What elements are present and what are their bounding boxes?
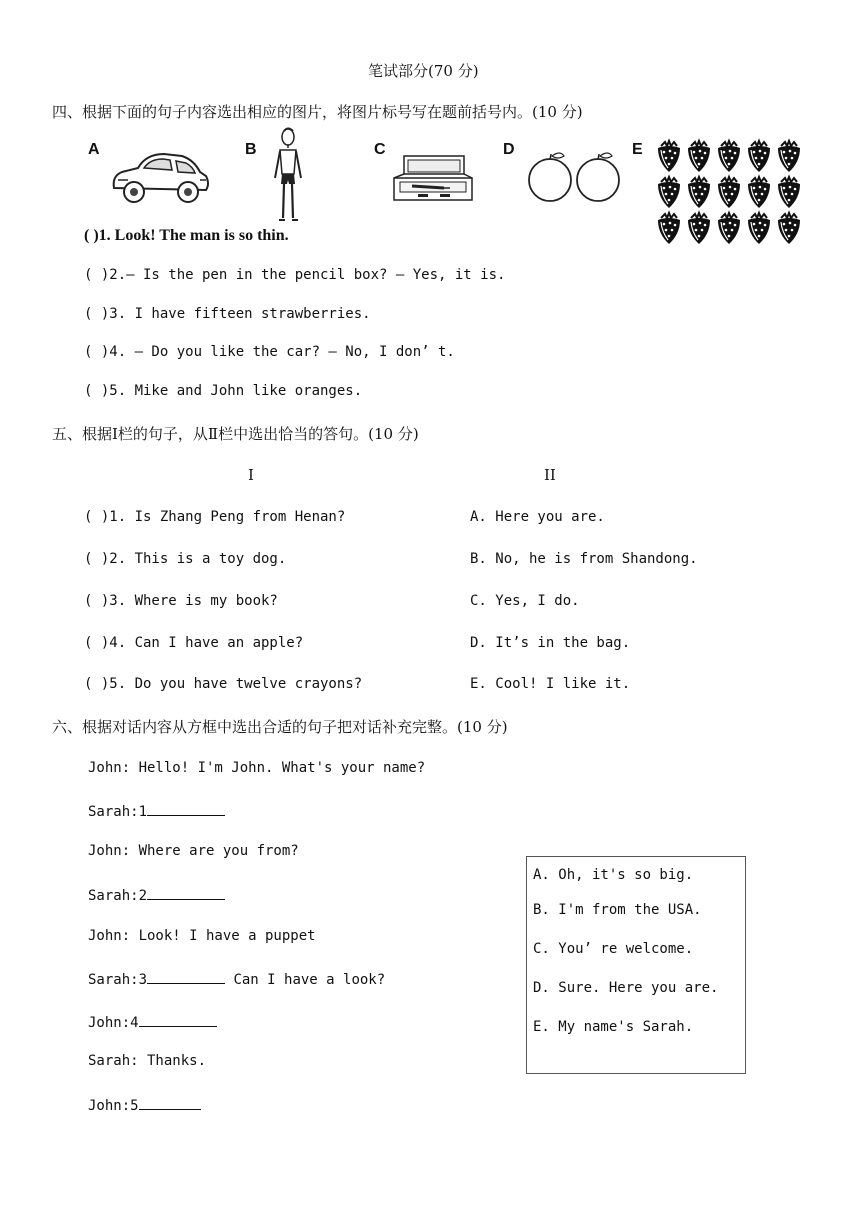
dialogue-line-2 [88, 801, 225, 820]
option-b: B. I'm from the USA. [533, 902, 702, 918]
dialogue-speaker-text: John:4 [88, 1015, 139, 1031]
dialogue-continuation: Can I have a look? [225, 972, 386, 988]
dialogue-line-3: John: Where are you from? [88, 843, 299, 859]
page-title: 笔试部分(70 分) [368, 62, 479, 80]
s5-question-5: ( )5. Do you have twelve crayons? [84, 676, 363, 692]
option-d: D. Sure. Here you are. [533, 980, 719, 996]
dialogue-line-7 [88, 1012, 217, 1031]
picture-label-b: B [245, 141, 257, 158]
picture-label-a: A [88, 141, 100, 158]
dialogue-speaker-text: Sarah:3 [88, 972, 148, 988]
s4-item-3: ( )3. I have fifteen strawberries. [84, 306, 371, 322]
dialogue-speaker-text: John:5 [88, 1098, 139, 1114]
s5-answer-c: C. Yes, I do. [470, 593, 580, 609]
section-5-heading: 五、根据Ⅰ栏的句子，从Ⅱ栏中选出恰当的答句。(10 分) [52, 425, 419, 443]
s5-answer-d: D. It’s in the bag. [470, 635, 631, 651]
dialogue-line-1: John: Hello! I'm John. What's your name? [88, 760, 426, 776]
dialogue-line-8: Sarah: Thanks. [88, 1053, 207, 1069]
dialogue-line-6 [88, 969, 385, 988]
option-c: C. You’ re welcome. [533, 941, 694, 957]
s5-answer-e: E. Cool! I like it. [470, 676, 631, 692]
answer-blank-1[interactable] [147, 801, 225, 816]
pencil-box-picture [392, 152, 476, 204]
answer-blank-4[interactable] [139, 1012, 217, 1027]
s5-question-1: ( )1. Is Zhang Peng from Henan? [84, 509, 346, 525]
s5-answer-b: B. No, he is from Shandong. [470, 551, 698, 567]
section-4-heading: 四、根据下面的句子内容选出相应的图片，将图片标号写在题前括号内。(10 分) [52, 103, 583, 121]
s4-item-4: ( )4. — Do you like the car? — No, I don’ t. [84, 344, 455, 360]
dialogue-speaker-text: Sarah:1 [88, 804, 148, 820]
s4-item-2: ( )2.— Is the pen in the pencil box? — Yes, it is. [84, 267, 506, 283]
s5-answer-a: A. Here you are. [470, 509, 605, 525]
picture-label-c: C [374, 141, 386, 158]
column-2-header: II [544, 466, 556, 484]
column-1-header: I [248, 466, 254, 484]
dialogue-line-4 [88, 885, 225, 904]
s4-item-1: ( )1. Look! The man is so thin. [84, 227, 289, 244]
strawberries-picture [654, 138, 806, 246]
section-6-heading: 六、根据对话内容从方框中选出合适的句子把对话补充完整。(10 分) [52, 718, 508, 736]
s5-question-2: ( )2. This is a toy dog. [84, 551, 287, 567]
answer-blank-5[interactable] [139, 1095, 201, 1110]
picture-label-d: D [503, 141, 515, 158]
answer-blank-2[interactable] [147, 885, 225, 900]
options-box [526, 856, 746, 1074]
thin-man-picture [266, 126, 310, 224]
dialogue-speaker-text: Sarah:2 [88, 888, 148, 904]
s5-question-4: ( )4. Can I have an apple? [84, 635, 304, 651]
s5-question-3: ( )3. Where is my book? [84, 593, 278, 609]
oranges-picture [524, 148, 624, 204]
answer-blank-3[interactable] [147, 969, 225, 984]
s4-item-5: ( )5. Mike and John like oranges. [84, 383, 363, 399]
car-picture [108, 146, 212, 208]
option-e: E. My name's Sarah. [533, 1019, 694, 1035]
dialogue-line-9 [88, 1095, 201, 1114]
option-a: A. Oh, it's so big. [533, 867, 694, 883]
dialogue-line-5: John: Look! I have a puppet [88, 928, 316, 944]
picture-label-e: E [632, 141, 643, 158]
